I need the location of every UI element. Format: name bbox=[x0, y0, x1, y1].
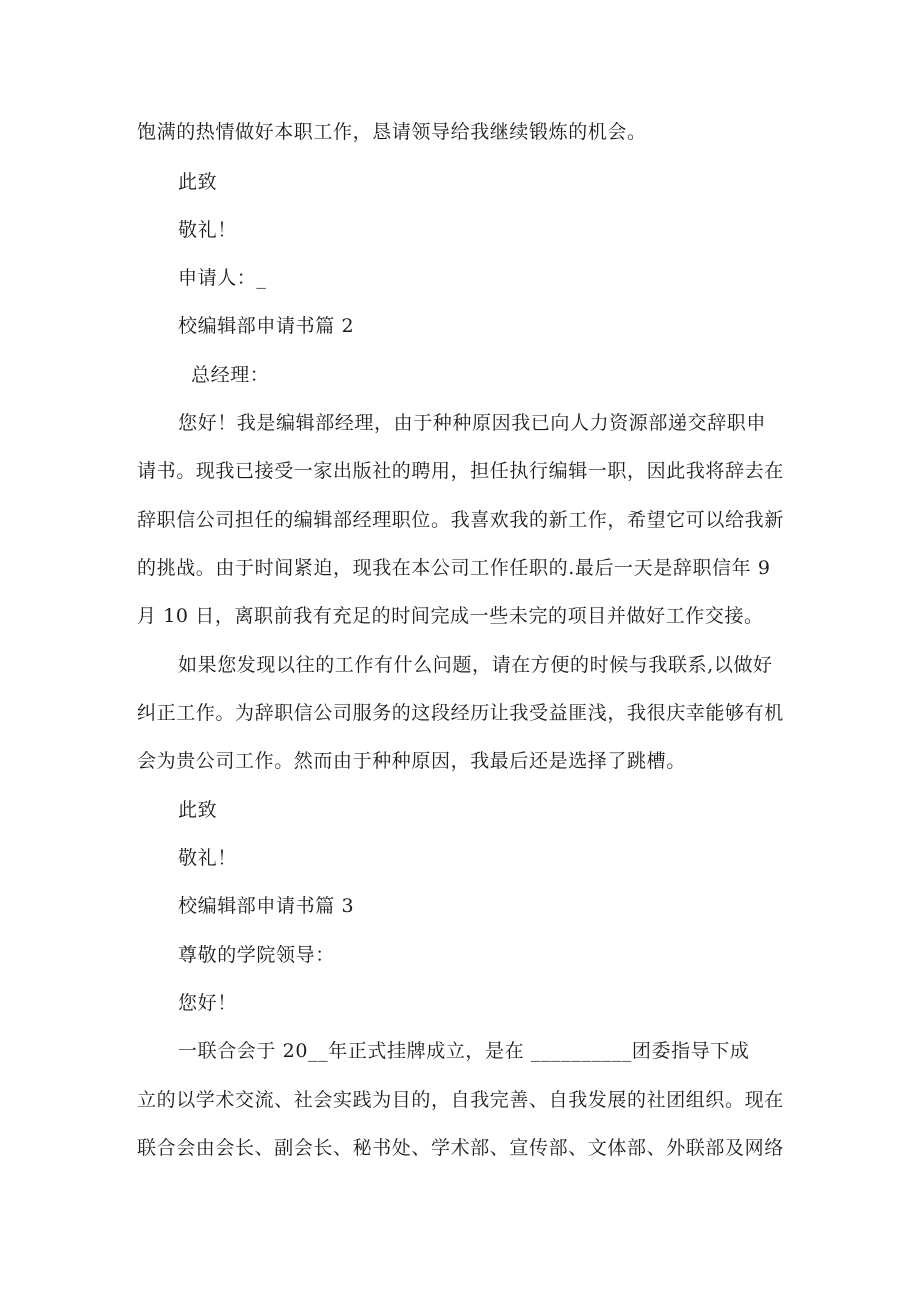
paragraph-line: 立的以学术交流、社会实践为目的，自我完善、自我发展的社团组织。现在 bbox=[137, 1089, 784, 1111]
paragraph-line: 辞职信公司担任的编辑部经理职位。我喜欢我的新工作，希望它可以给我新 bbox=[137, 509, 784, 531]
closing-salutation: 此致 bbox=[178, 799, 218, 821]
paragraph-line: 请书。现我已接受一家出版社的聘用，担任执行编辑一职，因此我将辞去在 bbox=[137, 460, 784, 482]
section-heading-2: 校编辑部申请书篇 2 bbox=[178, 315, 355, 337]
paragraph-line: 的挑战。由于时间紧迫，现我在本公司工作任职的.最后一天是辞职信年 9 bbox=[137, 557, 771, 579]
paragraph-line: 如果您发现以往的工作有什么问题，请在方便的时候与我联系,以做好 bbox=[178, 654, 773, 676]
greeting-line: 您好！ bbox=[178, 992, 237, 1014]
paragraph-line: 您好！我是编辑部经理，由于种种原因我已向人力资源部递交辞职申 bbox=[178, 412, 767, 434]
section-heading-3: 校编辑部申请书篇 3 bbox=[178, 895, 355, 917]
paragraph-line: 会为贵公司工作。然而由于种种原因，我最后还是选择了跳槽。 bbox=[137, 750, 686, 772]
text-line-1: 饱满的热情做好本职工作，恳请领导给我继续锻炼的机会。 bbox=[137, 121, 647, 143]
paragraph-line: 月 10 日，离职前我有充足的时间完成一些未完的项目并做好工作交接。 bbox=[137, 605, 764, 627]
recipient-line: 尊敬的学院领导： bbox=[178, 944, 335, 966]
applicant-line: 申请人：_ bbox=[178, 267, 267, 289]
closing-regards: 敬礼！ bbox=[178, 219, 237, 241]
closing-regards: 敬礼！ bbox=[178, 847, 237, 869]
recipient-line: 总经理： bbox=[191, 364, 270, 386]
paragraph-line: 联合会由会长、副会长、秘书处、学术部、宣传部、文体部、外联部及网络 bbox=[137, 1137, 784, 1159]
paragraph-line: 纠正工作。为辞职信公司服务的这段经历让我受益匪浅，我很庆幸能够有机 bbox=[137, 702, 784, 724]
closing-salutation: 此致 bbox=[178, 171, 218, 193]
paragraph-line: 一联合会于 20__年正式挂牌成立，是在 __________团委指导下成 bbox=[178, 1040, 750, 1062]
